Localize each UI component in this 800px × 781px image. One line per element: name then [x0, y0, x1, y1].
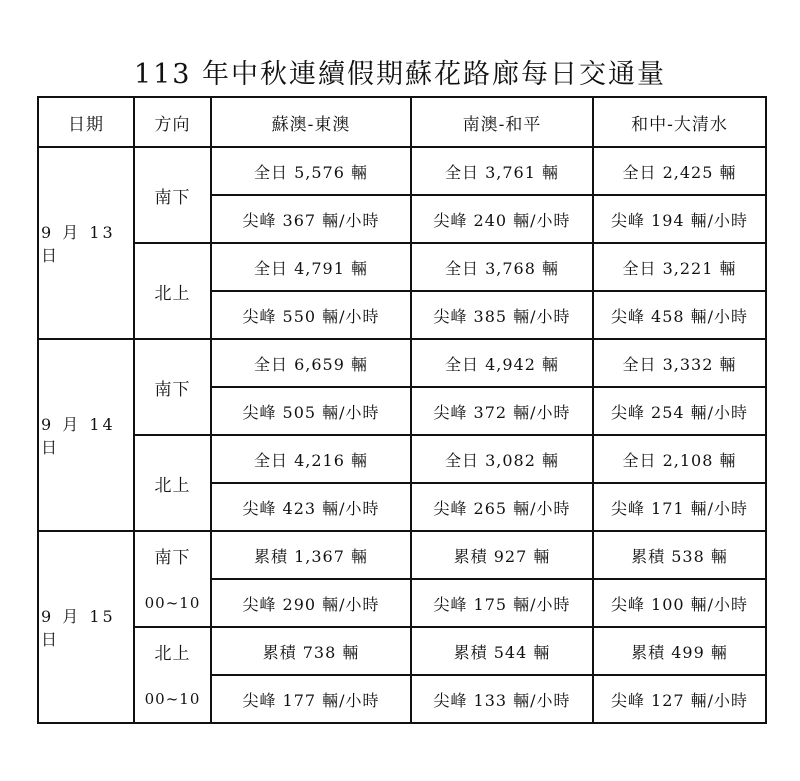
- header-suao-dongao: 蘇澳-東澳: [211, 97, 411, 147]
- direction-cell: 北上: [134, 243, 211, 339]
- table-cell: 全日 3,768 輛: [411, 243, 593, 291]
- table-cell: 全日 2,425 輛: [593, 147, 766, 195]
- direction-cell: 南下: [134, 147, 211, 243]
- table-cell: 全日 3,082 輛: [411, 435, 593, 483]
- table-row: [38, 339, 766, 387]
- table-row: [38, 435, 766, 483]
- direction-cell: 北上: [134, 627, 211, 675]
- table-row: [38, 147, 766, 195]
- table-cell: 尖峰 175 輛/小時: [411, 579, 593, 627]
- page-title: 113 年中秋連續假期蘇花路廊每日交通量: [133, 59, 667, 90]
- direction-cell: 北上: [134, 435, 211, 531]
- table-cell: 全日 6,659 輛: [211, 339, 411, 387]
- direction-cell: 南下: [134, 531, 211, 579]
- table-cell: 尖峰 290 輛/小時: [211, 579, 411, 627]
- table-header-row: [38, 97, 766, 147]
- table-cell: 尖峰 171 輛/小時: [593, 483, 766, 531]
- table-cell: 尖峰 372 輛/小時: [411, 387, 593, 435]
- date-cell: 9 月 15 日: [38, 531, 134, 723]
- table-cell: 全日 4,216 輛: [211, 435, 411, 483]
- table-cell: 全日 5,576 輛: [211, 147, 411, 195]
- table-cell: 尖峰 133 輛/小時: [411, 675, 593, 723]
- table-cell: 累積 544 輛: [411, 627, 593, 675]
- table-cell: 累積 538 輛: [593, 531, 766, 579]
- table-cell: 尖峰 194 輛/小時: [593, 195, 766, 243]
- table-cell: 尖峰 265 輛/小時: [411, 483, 593, 531]
- traffic-table: [37, 96, 767, 724]
- time-range-label: 00~10: [134, 675, 211, 723]
- table-cell: 尖峰 458 輛/小時: [593, 291, 766, 339]
- table-cell: 尖峰 367 輛/小時: [211, 195, 411, 243]
- table-cell: 尖峰 127 輛/小時: [593, 675, 766, 723]
- table-cell: 尖峰 254 輛/小時: [593, 387, 766, 435]
- table-cell: 累積 927 輛: [411, 531, 593, 579]
- table-row: [38, 243, 766, 291]
- header-hezhong-daqingshui: 和中-大清水: [593, 97, 766, 147]
- table-cell: 尖峰 100 輛/小時: [593, 579, 766, 627]
- table-row: [38, 579, 766, 627]
- table-cell: 全日 4,791 輛: [211, 243, 411, 291]
- table-cell: 全日 3,332 輛: [593, 339, 766, 387]
- table-cell: 尖峰 505 輛/小時: [211, 387, 411, 435]
- table-cell: 尖峰 385 輛/小時: [411, 291, 593, 339]
- table-row: [38, 675, 766, 723]
- table-cell: 尖峰 423 輛/小時: [211, 483, 411, 531]
- header-direction: 方向: [134, 97, 211, 147]
- table-cell: 尖峰 177 輛/小時: [211, 675, 411, 723]
- table-cell: 累積 499 輛: [593, 627, 766, 675]
- direction-cell: 南下: [134, 339, 211, 435]
- header-nanao-heping: 南澳-和平: [411, 97, 593, 147]
- table-cell: 全日 2,108 輛: [593, 435, 766, 483]
- table-cell: 全日 3,221 輛: [593, 243, 766, 291]
- table-cell: 累積 1,367 輛: [211, 531, 411, 579]
- table-row: [38, 531, 766, 579]
- table-cell: 全日 4,942 輛: [411, 339, 593, 387]
- table-cell: 尖峰 550 輛/小時: [211, 291, 411, 339]
- table-cell: 尖峰 240 輛/小時: [411, 195, 593, 243]
- header-date: 日期: [38, 97, 134, 147]
- date-cell: 9 月 14 日: [38, 339, 134, 531]
- table-row: [38, 627, 766, 675]
- table-cell: 全日 3,761 輛: [411, 147, 593, 195]
- date-cell: 9 月 13 日: [38, 147, 134, 339]
- table-cell: 累積 738 輛: [211, 627, 411, 675]
- time-range-label: 00~10: [134, 579, 211, 627]
